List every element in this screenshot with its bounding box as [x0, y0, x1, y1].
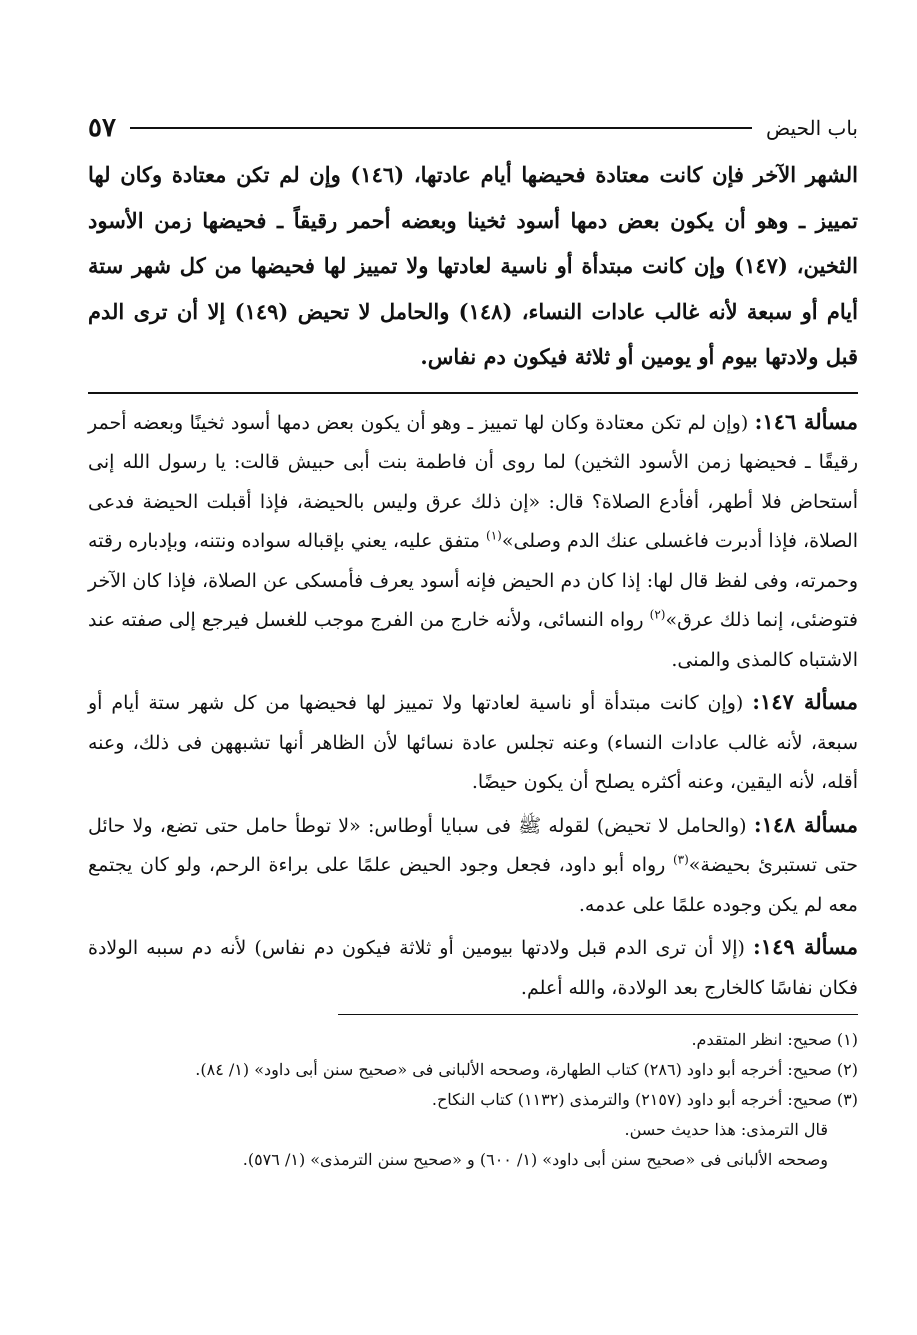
chapter-title: باب الحيض	[766, 116, 858, 140]
masala-149	[88, 927, 858, 1008]
footnote-ref: (٣)	[672, 852, 689, 867]
masala-146	[88, 402, 858, 681]
footnote-1: (١) صحيح: انظر المتقدم.	[691, 1030, 858, 1049]
masala-text: (وإن كانت مبتدأة أو ناسية لعادتها ولا تمييز لها فحيضها من كل شهر ستة أيام أو سبعة، لأنه غالب عادات النساء) وعنه تجلس عادة نسائها لأن الظاهر أنها تشبههن فى ذلك، وعنه أقله، لأنه اليقين، وعنه أكثره يصلح أن يكون حيضًا.	[88, 692, 858, 793]
text-commentary-divider	[88, 392, 858, 394]
masala-text: (إلا أن ترى الدم قبل ولادتها بيومين أو ثلاثة فيكون دم نفاس) لأنه دم سببه الولادة فكان نفاسًا كالخارج بعد الولادة، والله أعلم.	[88, 937, 858, 999]
masala-text: رواه النسائى، ولأنه خارج من الفرج موجب للغسل فيرجع إلى صفته عند الاشتباه كالمذى والمنى.	[88, 609, 858, 671]
page-number: ٥٧	[88, 113, 116, 143]
footnotes	[88, 1025, 858, 1175]
masala-text: رواه أبو داود، فجعل وجود الحيض علمًا على براءة الرحم، ولو كان يجتمع معه لم يكن وجوده علمًا على عدمه.	[88, 854, 858, 916]
masala-text: متفق عليه، يعني بإقباله سواده ونتنه، وبإدباره رقته وحمرته، وفى لفظ قال لها: إذا كان دم الحيض فإنه أسود يعرف فأمسكى عن الصلاة، فإذا كان الآخر فتوضئى، إنما ذلك عرق»	[88, 530, 858, 631]
footnote-3-note: وصححه الألبانى فى «صحيح سنن أبى داود» (١/ ٦٠٠) و «صحيح سنن الترمذى» (١/ ٥٧٦).	[242, 1150, 828, 1169]
header-rule	[130, 127, 752, 129]
masala-148	[88, 805, 858, 926]
masala-text: (والحامل لا تحيض) لقوله ﷺ فى سبايا أوطاس: «لا توطأ حامل حتى تضع، ولا حائل حتى تستبرئ بحيضة»	[88, 814, 858, 876]
footnote-3-note: قال الترمذى: هذا حديث حسن.	[624, 1120, 828, 1139]
masala-147	[88, 682, 858, 803]
book-page	[88, 108, 858, 1175]
running-header	[88, 108, 858, 148]
masala-text: (وإن لم تكن معتادة وكان لها تمييز ـ وهو أن يكون بعض دمها أسود ثخينًا وبعضه أحمر رقيقًا ـ فحيضها زمن الأسود الثخين) لما روى أن فاطمة بنت أبى حبيش قالت: يا رسول الله إنى أستحاض فلا أطهر، أفأدع الصلاة؟ قال: «إن ذلك عرق وليس بالحيضة، فإذا أقبلت الحيضة فدعى الصلاة، فإذا أدبرت فاغسلى عنك الدم وصلى»	[88, 411, 859, 552]
footnote-rule	[338, 1014, 858, 1015]
footnote-3: (٣) صحيح: أخرجه أبو داود (٢١٥٧) والترمذى (١١٣٢) كتاب النكاح.	[431, 1090, 858, 1109]
masala-label: مسألة ١٤٨:	[753, 811, 859, 837]
masala-label: مسألة ١٤٦:	[754, 408, 858, 434]
footnote-2: (٢) صحيح: أخرجه أبو داود (٢٨٦) كتاب الطهارة، وصححه الألبانى فى «صحيح سنن أبى داود» (١/ ٨٤).	[195, 1060, 858, 1079]
footnote-ref: (١)	[486, 528, 502, 543]
main-text: الشهر الآخر فإن كانت معتادة فحيضها أيام عادتها، (١٤٦) وإن لم تكن معتادة وكان لها تمييز ـ وهو أن يكون بعض دمها أسود ثخينا وبعضه أحمر رقيقاً ـ فحيضها زمن الأسود الثخين، (١٤٧) وإن كانت مبتدأة أو ناسية لعادتها ولا تمييز لها فحيضها من كل شهر ستة أيام أو سبعة لأنه غالب عادات النساء، (١٤٨) والحامل لا تحيض (١٤٩) إلا أن ترى الدم قبل ولادتها بيوم أو يومين أو ثلاثة فيكون دم نفاس.	[88, 162, 859, 369]
footnote-ref: (٢)	[649, 607, 666, 622]
masala-label: مسألة ١٤٧:	[752, 689, 858, 714]
masala-label: مسألة ١٤٩:	[753, 934, 858, 959]
